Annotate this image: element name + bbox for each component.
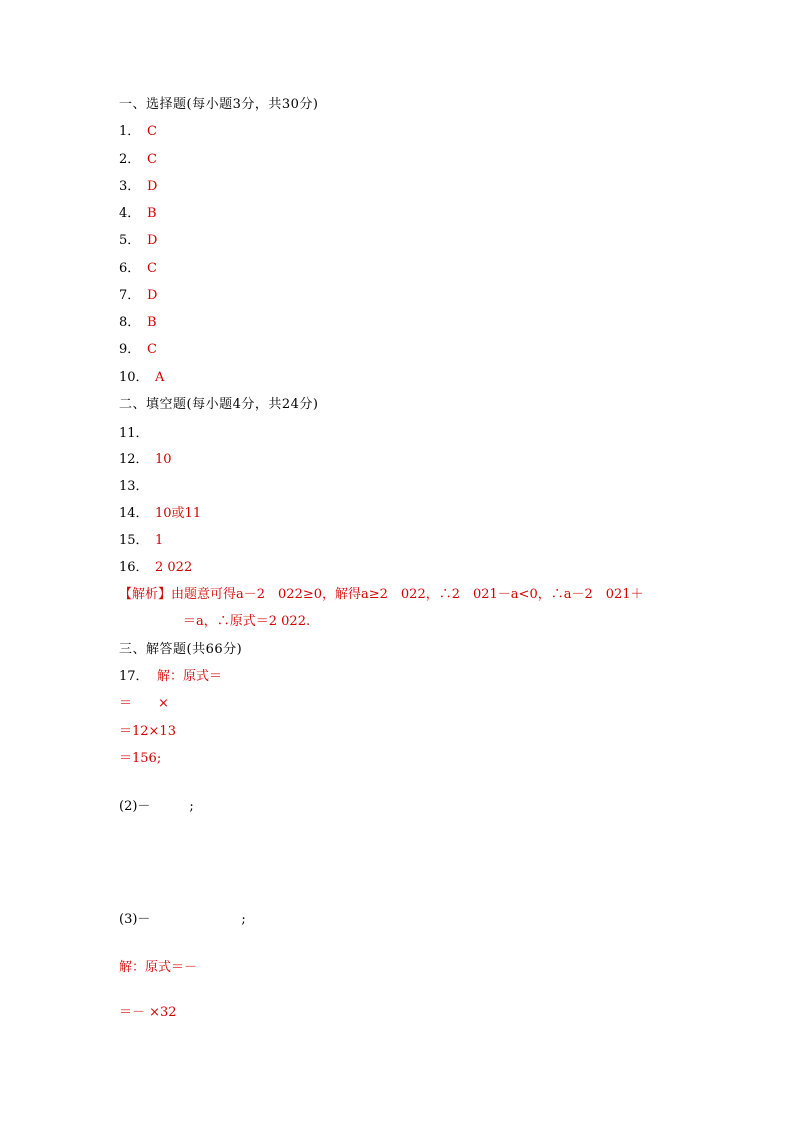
list-item [119, 233, 158, 249]
solution-line: 解：原式＝ [157, 669, 223, 684]
solution-line: ＝－ ×32 [119, 1005, 177, 1020]
list-item [119, 560, 193, 576]
item-answer: C [147, 152, 157, 167]
solution-line: ＝12×13 [119, 724, 176, 739]
item-answer: 10 [155, 452, 172, 467]
item-answer: D [147, 288, 158, 303]
list-item [119, 370, 165, 386]
list-item [119, 452, 172, 468]
list-item [119, 533, 164, 549]
item-answer: 10或11 [155, 506, 202, 521]
solution-line: ＝156; [119, 751, 162, 766]
item-number: 9． [119, 342, 141, 357]
item-number: 11． [119, 426, 149, 441]
item-answer: 1 [155, 533, 164, 548]
item-number: 2． [119, 152, 141, 167]
list-item [119, 342, 157, 358]
item-answer: 2 022 [155, 560, 193, 575]
item-number: 3． [119, 179, 141, 194]
question-number: 17． [119, 669, 149, 684]
sub-question: (3)－ ; [119, 912, 246, 927]
analysis-line: ＝a，∴原式＝2 022. [183, 614, 311, 629]
solution-line: ＝ × [119, 696, 169, 711]
item-answer: C [147, 342, 157, 357]
sub-question: (2)－ ; [119, 799, 194, 814]
list-item [119, 288, 158, 304]
item-answer: B [147, 206, 157, 221]
item-answer: B [147, 315, 157, 330]
item-number: 1． [119, 124, 141, 139]
list-item [119, 124, 157, 140]
item-number: 16． [119, 560, 149, 575]
list-item [119, 261, 157, 277]
item-number: 13． [119, 479, 149, 494]
item-number: 15． [119, 533, 149, 548]
list-item [119, 152, 157, 168]
section2-heading: 二、填空题(每小题4分，共24分) [119, 397, 319, 412]
question-17 [119, 669, 223, 685]
list-item [119, 206, 157, 222]
item-number: 14． [119, 506, 149, 521]
item-answer: D [147, 233, 158, 248]
item-answer: D [147, 179, 158, 194]
item-answer: C [147, 261, 157, 276]
item-answer: C [147, 124, 157, 139]
item-number: 5． [119, 233, 141, 248]
section1-heading: 一、选择题(每小题3分，共30分) [119, 97, 319, 112]
item-number: 6． [119, 261, 141, 276]
item-number: 10． [119, 370, 149, 385]
item-number: 8． [119, 315, 141, 330]
solution-line: 解：原式＝－ [119, 960, 198, 975]
item-number: 7． [119, 288, 141, 303]
analysis-line: 【解析】由题意可得a－2 022≥0，解得a≥2 022，∴2 021－a<0，∴a－2 021＋ [119, 587, 644, 602]
list-item [119, 179, 158, 195]
list-item [119, 426, 149, 442]
section3-heading: 三、解答题(共66分) [119, 642, 243, 657]
list-item [119, 479, 149, 495]
item-number: 4． [119, 206, 141, 221]
item-answer: A [155, 370, 165, 385]
item-number: 12． [119, 452, 149, 467]
list-item [119, 315, 157, 331]
list-item [119, 506, 202, 522]
